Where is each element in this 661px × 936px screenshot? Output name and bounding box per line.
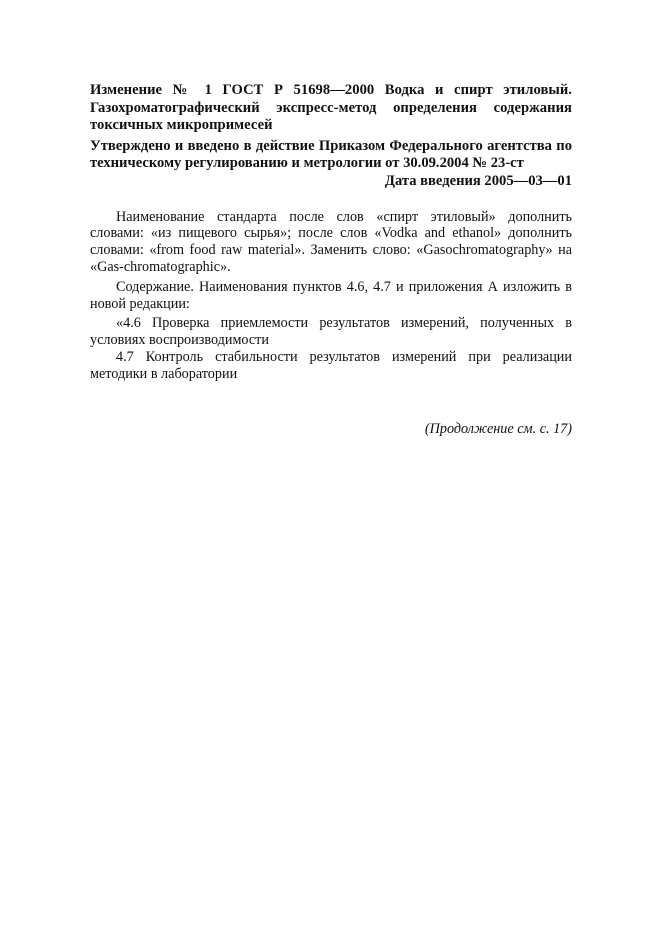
- paragraph-contents: Содержание. Наименования пунктов 4.6, 4.7 и приложения А изложить в новой редакции:: [90, 278, 572, 312]
- paragraph-item-4-7: 4.7 Контроль стабильности результатов измерений при реализации методики в лаборатории: [90, 348, 572, 382]
- effective-date: Дата введения 2005—03—01: [384, 172, 572, 189]
- continuation-note: (Продолжение см. с. 17): [424, 420, 572, 437]
- amendment-title: Изменение № 1 ГОСТ Р 51698—2000 Водка и спирт этиловый. Газохроматографический экспресс-метод определения содержания токсичных микропримесей: [90, 82, 572, 134]
- paragraph-standard-name: Наименование стандарта после слов «спирт этиловый» дополнить словами: «из пищевого сырья»; после слов «Vodka and ethanol» дополнить словами: «from food raw material». Заменить слово: «Gasochromatography» на «Gas-chromatographic».: [90, 208, 572, 275]
- amendment-body: [90, 209, 572, 383]
- approval-statement: Утверждено и введено в действие Приказом Федерального агентства по техническому регулированию и метрологии от 30.09.2004 № 23-ст: [90, 137, 572, 172]
- document-page: [90, 82, 572, 452]
- paragraph-item-4-6: «4.6 Проверка приемлемости результатов измерений, полученных в условиях воспроизводимости: [90, 315, 572, 349]
